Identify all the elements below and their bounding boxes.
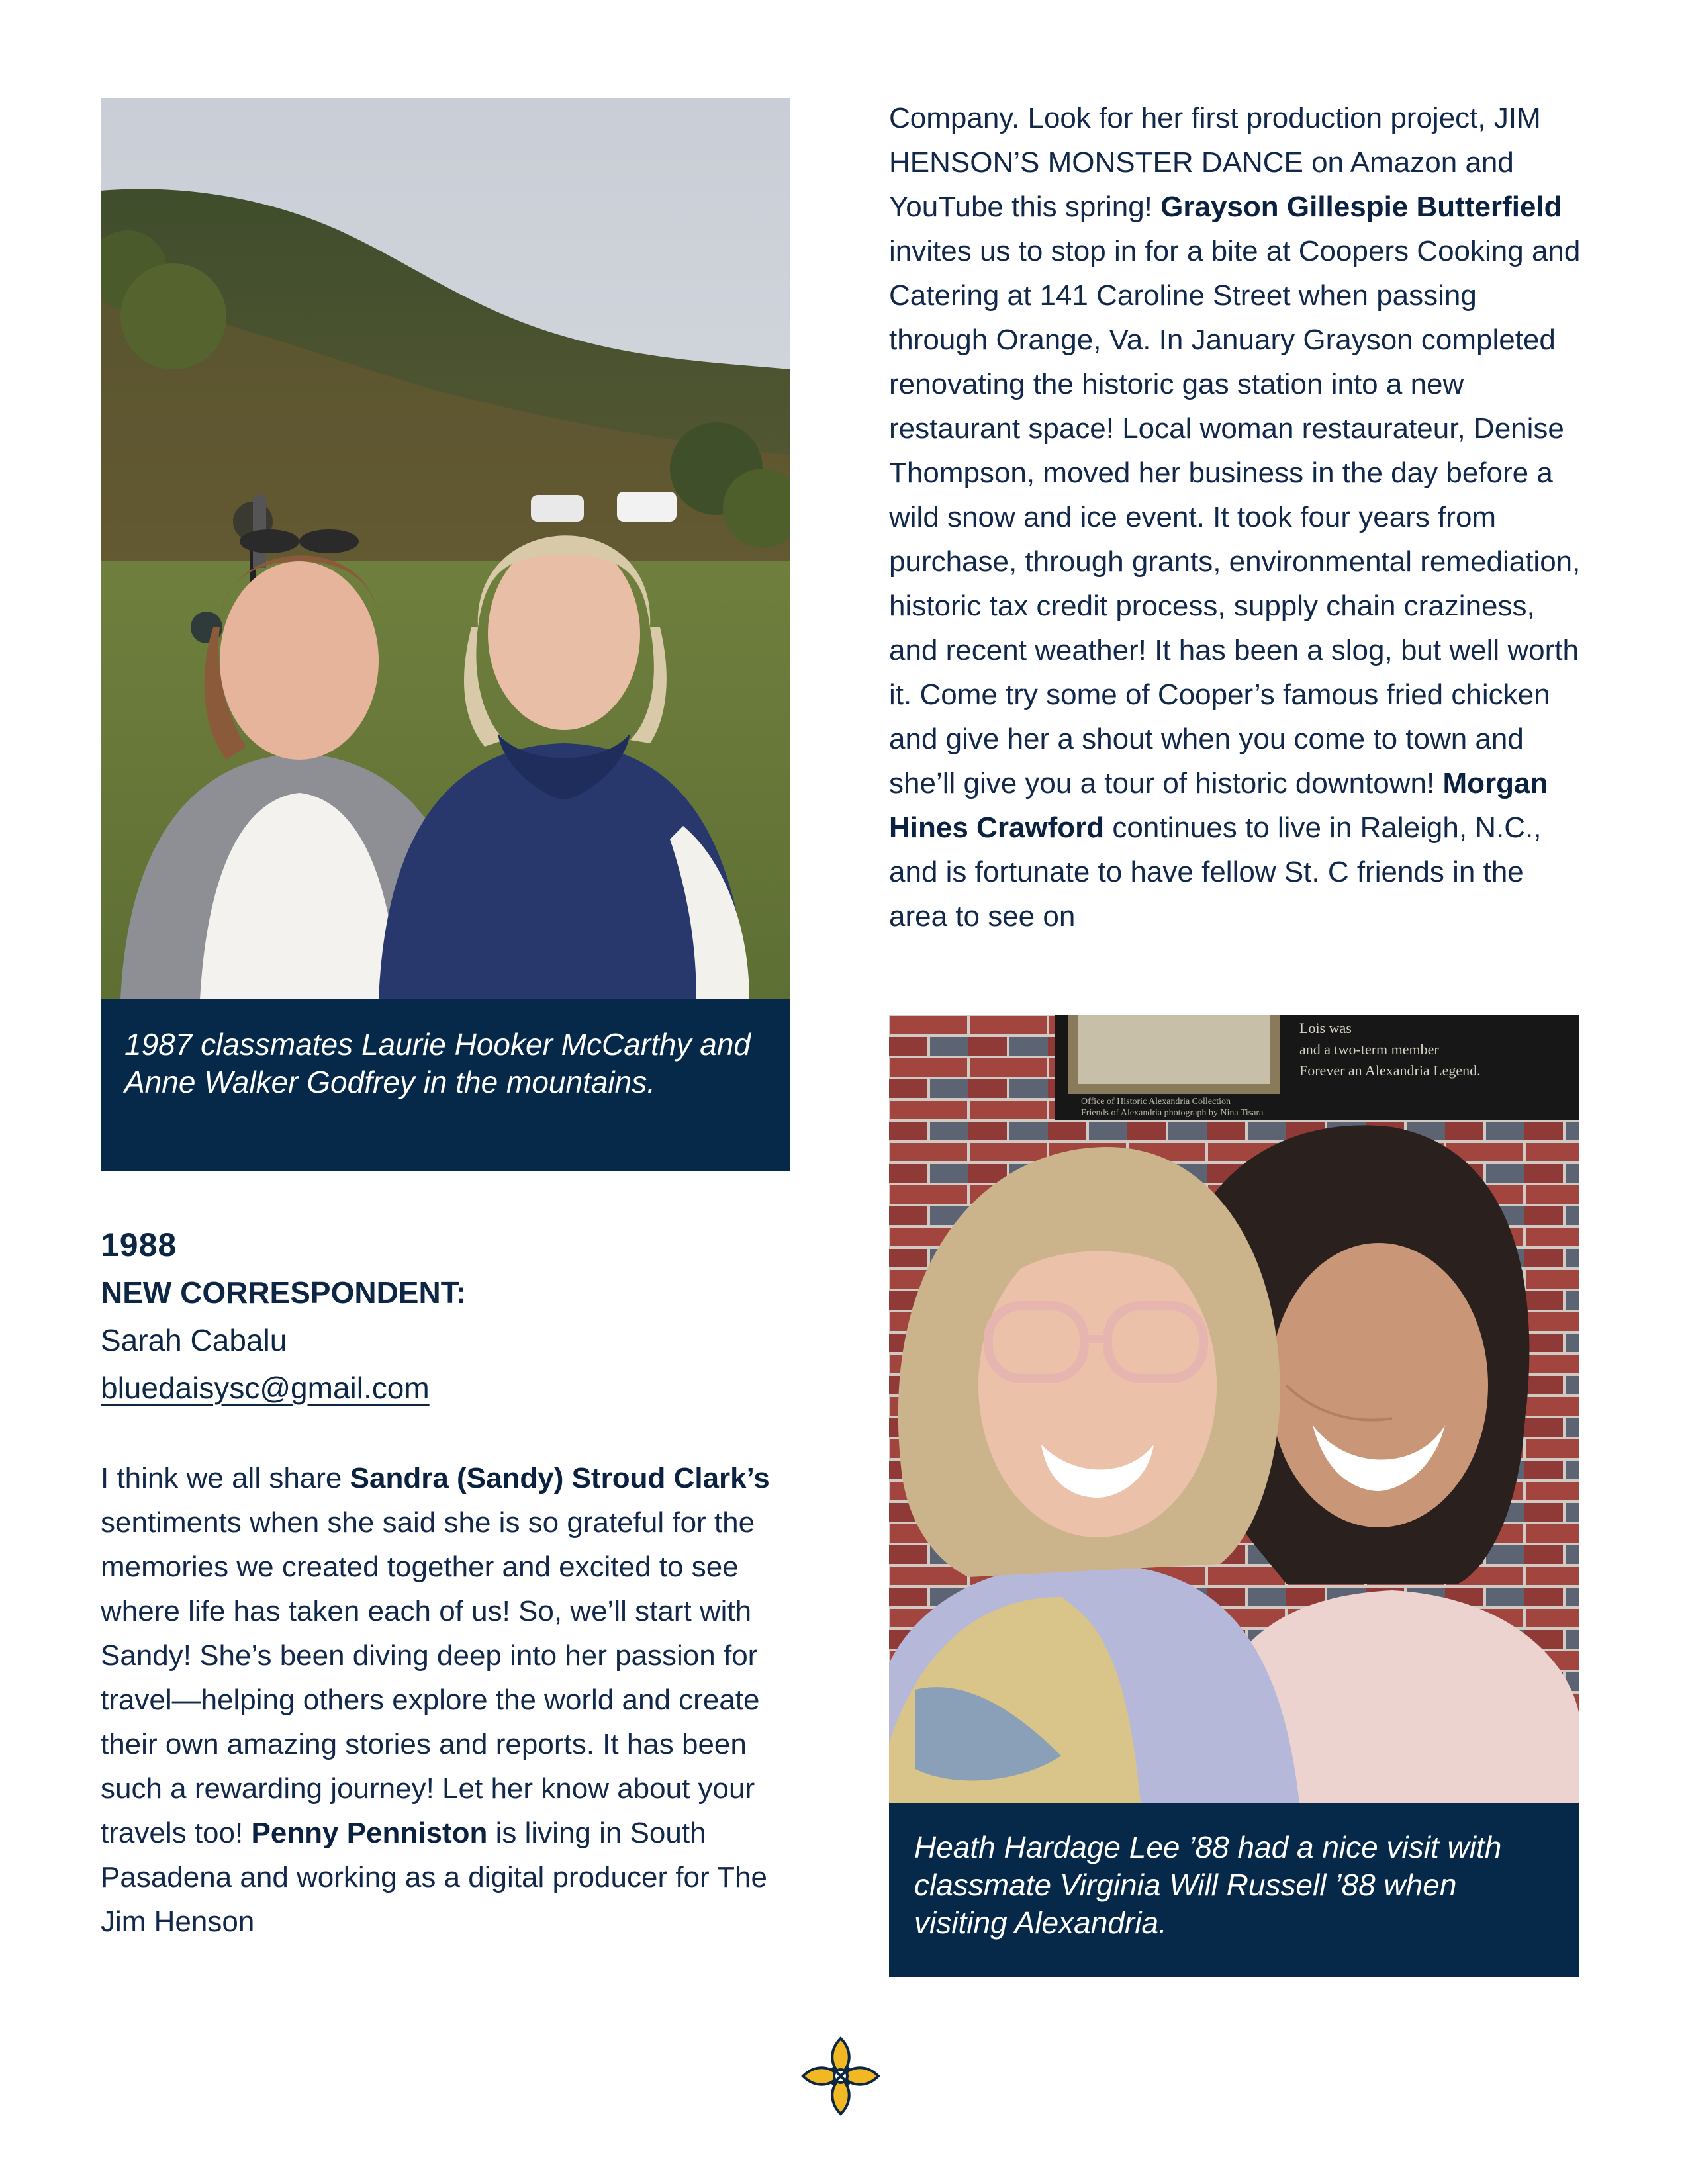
correspondent-name: Sarah Cabalu	[101, 1323, 287, 1357]
photo-classmates-mountains	[101, 98, 790, 999]
name-highlight: Sandra (Sandy) Stroud Clark’s	[350, 1462, 770, 1494]
photo1-caption	[101, 999, 790, 1171]
left-column-text	[101, 1456, 796, 1944]
correspondent-role: NEW CORRESPONDENT:	[101, 1275, 467, 1310]
plaque-line3: Forever an Alexandria Legend.	[1299, 1062, 1481, 1079]
text-run: is living in South Pasadena and working as a digital producer for The Jim Henson	[101, 1817, 767, 1938]
daisy-ornament-icon	[798, 2033, 884, 2119]
photo1-caption-text: 1987 classmates Laurie Hooker McCarthy and Anne Walker Godfrey in the mountains.	[124, 1027, 751, 1099]
photo2-caption-text: Heath Hardage Lee ’88 had a nice visit with classmate Virginia Will Russell ’88 when visiting Alexandria.	[914, 1830, 1502, 1940]
name-highlight: Penny Penniston	[251, 1817, 488, 1849]
plaque-small2: Friends of Alexandria photograph by Nina Tisara	[1081, 1108, 1264, 1118]
left-paragraph	[101, 1456, 796, 1944]
text-run: continues to live in Raleigh, N.C., and is fortunate to have fellow St. C friends in the area to see on	[889, 811, 1542, 933]
photo-mountains-illustration	[101, 98, 790, 999]
name-highlight: Morgan Hines Crawford	[889, 767, 1548, 844]
text-run: sentiments when she said she is so grateful for the memories we created together and excited to see where life has taken each of us! So, we’ll start with Sandy! She’s been diving deep into her passion for travel—helping others explore the world and create their own amazing stories and reports. It has been such a rewarding journey! Let her know about your travels too!	[101, 1506, 760, 1849]
plaque-small1: Office of Historic Alexandria Collection	[1081, 1097, 1231, 1107]
plaque-line1: Lois was	[1299, 1020, 1352, 1036]
text-run: invites us to stop in for a bite at Coopers Cooking and Catering at 141 Caroline Street when passing through Orange, Va. In January Grayson completed renovating the historic gas station into a new restaurant space! Local woman restaurateur, Denise Thompson, moved her business in the day before a wild snow and ice event. It took four years from purchase, through grants, environmental remediation, historic tax credit process, supply chain craziness, and recent weather! It has been a slog, but well worth it. Come try some of Cooper’s famous fried chicken and give her a shout when you come to town and she’ll give you a tour of historic downtown!	[889, 235, 1581, 799]
right-column-text	[889, 96, 1581, 938]
class-year-header	[101, 1221, 796, 1412]
name-highlight: Grayson Gillespie Butterfield	[1160, 191, 1562, 223]
class-year: 1988	[101, 1226, 177, 1263]
right-paragraph	[889, 96, 1581, 938]
correspondent-email-link[interactable]: bluedaisysc@gmail.com	[101, 1371, 430, 1405]
plaque-line2: and a two-term member	[1299, 1041, 1439, 1058]
photo-classmates-alexandria	[889, 1015, 1579, 1803]
photo2-caption	[889, 1803, 1579, 1977]
photo-selfie-illustration	[889, 1015, 1579, 1803]
text-run: Company. Look for her first production project, JIM HENSON’S MONSTER DANCE on Amazon and YouTube this spring!	[889, 102, 1541, 223]
text-run: I think we all share	[101, 1462, 350, 1494]
